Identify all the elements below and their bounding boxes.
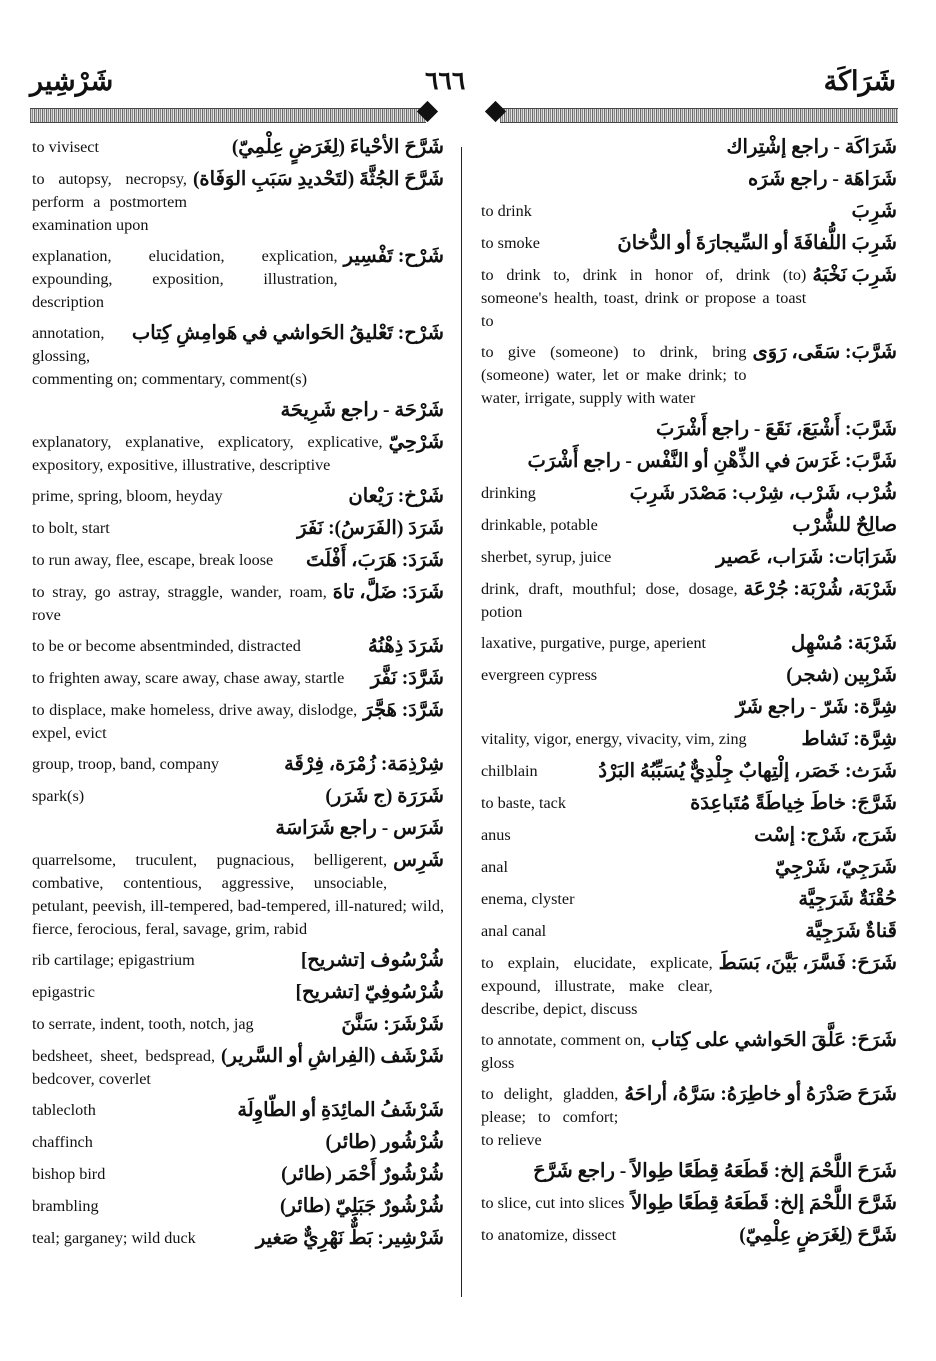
arabic-headword: شَرَابَات: شَرَاب، عَصير <box>716 547 897 568</box>
arabic-headword: شَرَحَ: فَسَّرَ، بَيَّنَ، بَسَطَ <box>718 953 897 974</box>
arabic-headword: شَرَحَ: عَلَّقَ الحَواشي على كِتاب <box>651 1030 897 1051</box>
dictionary-entry <box>32 785 444 809</box>
dictionary-entry <box>481 632 897 656</box>
arabic-headword: شَرَاكَة - راجع إشْتِراك <box>726 137 897 158</box>
dictionary-entry <box>481 1224 897 1248</box>
english-definition: to run away, flee, escape, break loose <box>32 551 274 569</box>
english-definition: anal canal <box>481 922 547 940</box>
arabic-headword: شَرَحَ اللَّحْمَ إلخ: قَطَعَهُ قِطَعًا طِوالاً - راجع شَرَّحَ <box>533 1161 897 1182</box>
english-definition: anus <box>481 826 511 844</box>
english-definition: to explain, elucidate, explicate, expound, illustrate, make clear, describe, depict, discuss <box>481 954 713 1018</box>
english-definition: drinking <box>481 484 536 502</box>
dictionary-entry <box>481 920 897 944</box>
dictionary-entry <box>481 760 897 784</box>
dictionary-entry <box>481 168 897 192</box>
dictionary-entry <box>32 753 444 777</box>
dictionary-entry <box>481 888 897 912</box>
english-definition: to smoke <box>481 234 540 252</box>
arabic-headword: شَرْشَفُ المائِدَةِ أو الطّاوِلَة <box>237 1100 444 1121</box>
dictionary-entry <box>32 136 444 160</box>
arabic-headword: شَرَّبَ: غَرَسَ في الذِّهْنِ أو النَّفْس - راجع أَشْرَبَ <box>527 451 897 472</box>
dictionary-entry <box>32 1045 444 1091</box>
dictionary-entry <box>481 1160 897 1184</box>
arabic-headword: شَرْحَة - راجع شَرِيحَة <box>280 400 444 421</box>
english-definition: to annotate, comment on, gloss <box>481 1031 646 1072</box>
english-definition: enema, clyster <box>481 890 575 908</box>
english-definition: epigastric <box>32 983 95 1001</box>
arabic-headword: شَرَّدَ: نَفَّرَ <box>370 668 444 689</box>
english-definition: to be or become absentminded, distracted <box>32 637 301 655</box>
english-definition: quarrelsome, truculent, pugnacious, belligerent, combative, contentious, aggressive, unsociable, petulant, peevish, ill-tempered, bad-tempered, ill-natured; wild, fierce, ferocious, feral, savage, grim, rabid <box>32 851 444 938</box>
dictionary-entry <box>481 792 897 816</box>
english-definition: annotation, glossing, commenting on; commentary, comment(s) <box>32 324 307 388</box>
english-definition: bedsheet, sheet, bedspread, bedcover, coverlet <box>32 1047 216 1088</box>
dictionary-entry <box>32 635 444 659</box>
arabic-headword: شَرْشَرَ: سَنَّنَ <box>341 1014 444 1035</box>
arabic-headword: قَناةٌ شَرَجِيَّة <box>805 921 897 942</box>
dictionary-entry <box>32 817 444 841</box>
dictionary-entry <box>481 1083 897 1152</box>
dictionary-entry <box>32 431 444 477</box>
dictionary-entry <box>32 245 444 314</box>
english-definition: anal <box>481 858 508 876</box>
arabic-headword: شِرْذِمَة: زُمْرَة، فِرْقَة <box>284 754 444 775</box>
english-definition: to drink <box>481 202 532 220</box>
english-definition: explanation, elucidation, explication, expounding, exposition, illustration, description <box>32 247 338 311</box>
dictionary-entry <box>32 667 444 691</box>
arabic-headword: شَرَّحَ اللَّحْمَ إلخ: قَطَعَهُ قِطَعًا طِوالاً <box>631 1193 897 1214</box>
dictionary-entry <box>32 485 444 509</box>
english-definition: prime, spring, bloom, heyday <box>32 487 223 505</box>
arabic-headword: شَرْخ: رَيْعان <box>348 486 444 507</box>
english-definition: tablecloth <box>32 1101 96 1119</box>
arabic-headword: شُرْسُوفِيّ [تشريح] <box>295 982 444 1003</box>
dictionary-entry <box>481 952 897 1021</box>
english-definition: to baste, tack <box>481 794 566 812</box>
arabic-headword: شُرْشُورٌ جَبَلِيّ (طائر) <box>280 1196 444 1217</box>
arabic-headword: صالِحٌ للشُّرْب <box>792 515 897 536</box>
dictionary-entry <box>32 549 444 573</box>
english-definition: chilblain <box>481 762 538 780</box>
english-definition: drink, draft, mouthful; dose, dosage, potion <box>481 580 738 621</box>
english-definition: to delight, gladden, please; to comfort; to relieve <box>481 1085 619 1149</box>
page-number: ٦٦٦ <box>425 68 466 95</box>
english-definition: brambling <box>32 1197 99 1215</box>
arabic-headword: شَرْشَف (الفِراشِ أو السَّرير) <box>221 1046 444 1067</box>
dictionary-entry <box>32 699 444 745</box>
dictionary-entry <box>481 546 897 570</box>
arabic-headword: شُرْب، شَرْب، شِرْب: مَصْدَر شَرِبَ <box>629 483 897 504</box>
dictionary-entry <box>481 664 897 688</box>
dictionary-entry <box>32 1131 444 1155</box>
dictionary-entry <box>481 728 897 752</box>
dictionary-entry <box>481 578 897 624</box>
dictionary-entry <box>32 1163 444 1187</box>
dictionary-entry <box>32 1099 444 1123</box>
english-definition: drinkable, potable <box>481 516 598 534</box>
dictionary-entry <box>481 232 897 256</box>
english-definition: to vivisect <box>32 138 99 156</box>
english-definition: laxative, purgative, purge, aperient <box>481 634 707 652</box>
english-definition: chaffinch <box>32 1133 93 1151</box>
english-definition: bishop bird <box>32 1165 106 1183</box>
arabic-headword: حُقْنَةٌ شَرَجِيَّة <box>798 889 897 910</box>
dictionary-entry <box>481 856 897 880</box>
arabic-headword: شَرْبِين (شجر) <box>786 665 897 686</box>
dictionary-entry <box>32 322 444 391</box>
left-column <box>32 136 444 1259</box>
dictionary-entry <box>481 824 897 848</box>
right-column <box>481 136 897 1256</box>
arabic-headword: شَرِس <box>393 850 444 871</box>
arabic-headword: شَرَّبَ: أَشْبَعَ، نَقَعَ - راجع أَشْرَبَ <box>656 419 897 440</box>
arabic-headword: شِرَّة: شَرّ - راجع شَرّ <box>735 697 897 718</box>
arabic-headword: شَرَدَ ذِهْنُهُ <box>368 636 444 657</box>
dictionary-entry <box>32 517 444 541</box>
arabic-headword: شَرِبَ اللُّفافَةَ أو السِّيجارَةَ أو الدُّخانَ <box>617 233 897 254</box>
header-rule-left <box>30 108 426 123</box>
english-definition: to give (someone) to drink, bring (someone) water, let or make drink; to water, irrigate, supply with water <box>481 343 747 407</box>
dictionary-entry <box>481 341 897 410</box>
arabic-headword: شَرَث: خَصَر، إلْتِهابٌ جِلْدِيٌّ يُسَبِّبُهُ البَرْدُ <box>598 761 897 782</box>
english-definition: to slice, cut into slices <box>481 1194 625 1212</box>
dictionary-entry <box>32 168 444 237</box>
english-definition: vitality, vigor, energy, vivacity, vim, zing <box>481 730 747 748</box>
english-definition: rib cartilage; epigastrium <box>32 951 195 969</box>
arabic-headword: شَرَّبَ: سَقَى، رَوَى <box>752 342 897 363</box>
english-definition: to stray, go astray, straggle, wander, roam, rove <box>32 583 327 624</box>
arabic-headword: شَرْحِيّ <box>388 432 444 453</box>
dictionary-entry <box>32 849 444 941</box>
header-rule-right <box>500 108 898 123</box>
dictionary-entry <box>481 1029 897 1075</box>
dictionary-entry <box>32 581 444 627</box>
dictionary-entry <box>32 981 444 1005</box>
english-definition: sherbet, syrup, juice <box>481 548 612 566</box>
dictionary-entry <box>481 136 897 160</box>
arabic-headword: شَرَدَ: هَرَبَ، أَفْلَتَ <box>305 550 444 571</box>
dictionary-entry <box>32 399 444 423</box>
english-definition: to drink to, drink in honor of, drink (to) someone's health, toast, drink or propose a toast to <box>481 266 807 330</box>
arabic-headword: شَرَحَ صَدْرَهُ أو خاطِرَهُ: سَرَّهُ، أراحَهُ <box>624 1084 897 1105</box>
arabic-headword: شَرَّحَ الجُثَّةَ (لتَحْديدِ سَبَبِ الوَفَاة) <box>192 169 444 190</box>
english-definition: to anatomize, dissect <box>481 1226 617 1244</box>
dictionary-entry <box>32 1195 444 1219</box>
arabic-headword: شَرَّحَ الأحْياءَ (لِغَرَضٍ عِلْمِيّ) <box>231 137 444 158</box>
dictionary-entry <box>481 200 897 224</box>
english-definition: spark(s) <box>32 787 85 805</box>
dictionary-entry <box>481 514 897 538</box>
arabic-headword: شَرَج، شَرْج: إسْت <box>754 825 897 846</box>
arabic-headword: شِرَّة: نَشاط <box>801 729 897 750</box>
arabic-headword: شَرْبَة: مُسْهِل <box>791 633 897 654</box>
english-definition: group, troop, band, company <box>32 755 220 773</box>
arabic-headword: شَرِبَ نَخْبَهُ <box>812 265 897 286</box>
arabic-headword: شَرْح: تَفْسِير <box>343 246 444 267</box>
english-definition: to serrate, indent, tooth, notch, jag <box>32 1015 254 1033</box>
dictionary-entry <box>32 1227 444 1251</box>
arabic-headword: شَرِبَ <box>851 201 897 222</box>
arabic-headword: شُرْشُور (طائر) <box>325 1132 444 1153</box>
dictionary-entry <box>481 418 897 442</box>
arabic-headword: شَرَدَ: ضَلَّ، تاهَ <box>332 582 444 603</box>
arabic-headword: شَرْبَة، شُرْبَة: جُرْعَة <box>743 579 897 600</box>
dictionary-entry <box>481 1192 897 1216</box>
arabic-headword: شَرَس - راجع شَرَاسَة <box>275 818 444 839</box>
dictionary-entry <box>481 450 897 474</box>
dictionary-entry <box>481 482 897 506</box>
english-definition: to displace, make homeless, drive away, dislodge, expel, evict <box>32 701 358 742</box>
english-definition: explanatory, explanative, explicatory, explicative, expository, expositive, illustrative, descriptive <box>32 433 383 474</box>
english-definition: teal; garganey; wild duck <box>32 1229 196 1247</box>
english-definition: to frighten away, scare away, chase away, startle <box>32 669 345 687</box>
arabic-headword: شَرَاهَة - راجع شَرَه <box>748 169 897 190</box>
arabic-headword: شُرْشُورٌ أَحْمَر (طائر) <box>281 1164 444 1185</box>
column-divider <box>461 147 462 1297</box>
guide-word-left: شَرْشِير <box>30 66 114 96</box>
english-definition: to autopsy, necropsy, perform a postmortem examination upon <box>32 170 187 234</box>
arabic-headword: شَرْشِير: بَطٌّ نَهْرِيٌّ صَغير <box>255 1228 444 1249</box>
dictionary-entry <box>32 949 444 973</box>
dictionary-entry <box>32 1013 444 1037</box>
arabic-headword: شَرَّجَ: خاطَ خِياطَةً مُتَباعِدَة <box>690 793 897 814</box>
dictionary-entry <box>481 696 897 720</box>
arabic-headword: شَرَّحَ (لِغَرَضٍ عِلْمِيّ) <box>739 1225 897 1246</box>
arabic-headword: شَرَجِيّ، شَرْجِيّ <box>775 857 897 878</box>
arabic-headword: شَرَّدَ: هَجَّرَ <box>363 700 444 721</box>
dictionary-entry <box>481 264 897 333</box>
english-definition: to bolt, start <box>32 519 110 537</box>
arabic-headword: شَرَدَ (الفَرَسُ): نَفَرَ <box>297 518 444 539</box>
guide-word-right: شَرَاكَة <box>823 66 896 96</box>
arabic-headword: شَرَرَة (ج شَرَر) <box>325 786 444 807</box>
arabic-headword: شُرْسُوف [تشريح] <box>300 950 444 971</box>
arabic-headword: شَرْح: تَعْليقُ الحَواشي في هَوامِشِ كِتاب <box>131 323 444 344</box>
english-definition: evergreen cypress <box>481 666 598 684</box>
